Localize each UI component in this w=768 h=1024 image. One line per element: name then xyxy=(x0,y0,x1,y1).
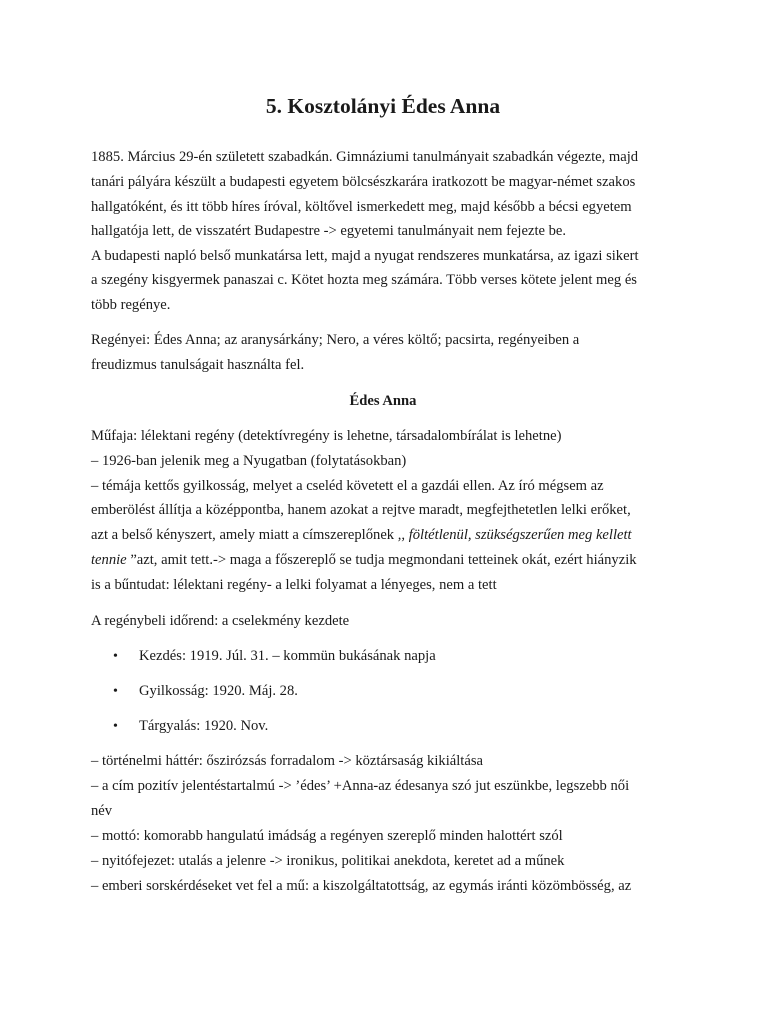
text-fragment: azt a belső kényszert, amely miatt a címszereplőnek xyxy=(91,527,398,543)
text-line: emberölést állítja a középpontba, hanem azokat a rejtve maradt, megfejthetetlen lelki erőket, xyxy=(91,502,631,518)
text-line xyxy=(91,523,632,547)
text-line: freudizmus tanulságait használta fel. xyxy=(91,357,305,373)
timeline-intro: A regénybeli időrend: a cselekmény kezdete xyxy=(91,613,350,629)
text-line: több regénye. xyxy=(91,297,171,313)
quote-italic: ,, föltétlenül, szükségszerűen meg kellett xyxy=(397,527,632,543)
section-heading: Édes Anna xyxy=(349,393,417,409)
list-item-text: Tárgyalás: 1920. Nov. xyxy=(139,718,269,734)
text-line: a szegény kisgyermek panaszai c. Kötet hozta meg számára. Több verses kötete jelent meg és xyxy=(91,272,637,288)
text-line: – a cím pozitív jelentéstartalmú -> ’édes’ +Anna-az édesanya szó jut eszünkbe, legszebb női xyxy=(91,778,630,794)
text-line: – emberi sorskérdéseket vet fel a mű: a kiszolgáltatottság, az egymás iránti közömbösség, az xyxy=(91,878,632,894)
list-item xyxy=(113,714,268,739)
text-line: – mottó: komorabb hangulatú imádság a regényen szereplő minden halottért szól xyxy=(91,828,563,844)
text-line: hallgatója lett, de visszatért Budapestre -> egyetemi tanulmányait nem fejezte be. xyxy=(91,223,567,239)
text-line: hallgatóként, és itt több híres íróval, költővel ismerkedett meg, majd később a bécsi egyetem xyxy=(91,199,632,215)
text-line: tanári pályára készült a budapesti egyetem bölcsészkarára iratkozott be magyar-német szakos xyxy=(91,174,636,190)
list-item xyxy=(113,679,298,704)
text-line: is a bűntudat: lélektani regény- a lelki folyamat a lényeges, nem a tett xyxy=(91,577,497,593)
list-item-text: Gyilkosság: 1920. Máj. 28. xyxy=(139,683,298,699)
text-line xyxy=(91,548,637,572)
bullet-icon: • xyxy=(113,649,118,664)
text-line: 1885. Március 29-én született szabadkán. Gimnáziumi tanulmányait szabadkán végezte, majd xyxy=(91,149,639,165)
bullet-icon: • xyxy=(113,684,118,699)
bullet-icon: • xyxy=(113,719,118,734)
document-title: 5. Kosztolányi Édes Anna xyxy=(265,94,501,118)
text-line: – történelmi háttér: őszirózsás forradalom -> köztársaság kikiáltása xyxy=(91,753,483,769)
text-line: név xyxy=(91,803,113,819)
text-line: A budapesti napló belső munkatársa lett, majd a nyugat rendszeres munkatársa, az igazi sikert xyxy=(91,248,639,264)
text-line: – nyitófejezet: utalás a jelenre -> ironikus, politikai anekdota, keretet ad a műnek xyxy=(91,853,565,869)
list-item-text: Kezdés: 1919. Júl. 31. – kommün bukásának napja xyxy=(139,648,436,664)
text-line: Regényei: Édes Anna; az aranysárkány; Nero, a véres költő; pacsirta, regényeiben a xyxy=(91,332,580,348)
list-item xyxy=(113,644,436,669)
text-fragment: ”azt, amit tett.-> maga a főszereplő se tudja megmondani tetteinek okát, ezért hiányzik xyxy=(130,552,637,568)
quote-italic: tennie xyxy=(91,552,131,568)
text-line: Műfaja: lélektani regény (detektívregény is lehetne, társadalombírálat is lehetne) xyxy=(91,428,562,444)
text-line: – témája kettős gyilkosság, melyet a cseléd követett el a gazdái ellen. Az író mégsem az xyxy=(91,478,604,494)
text-line: – 1926-ban jelenik meg a Nyugatban (folytatásokban) xyxy=(91,453,407,469)
